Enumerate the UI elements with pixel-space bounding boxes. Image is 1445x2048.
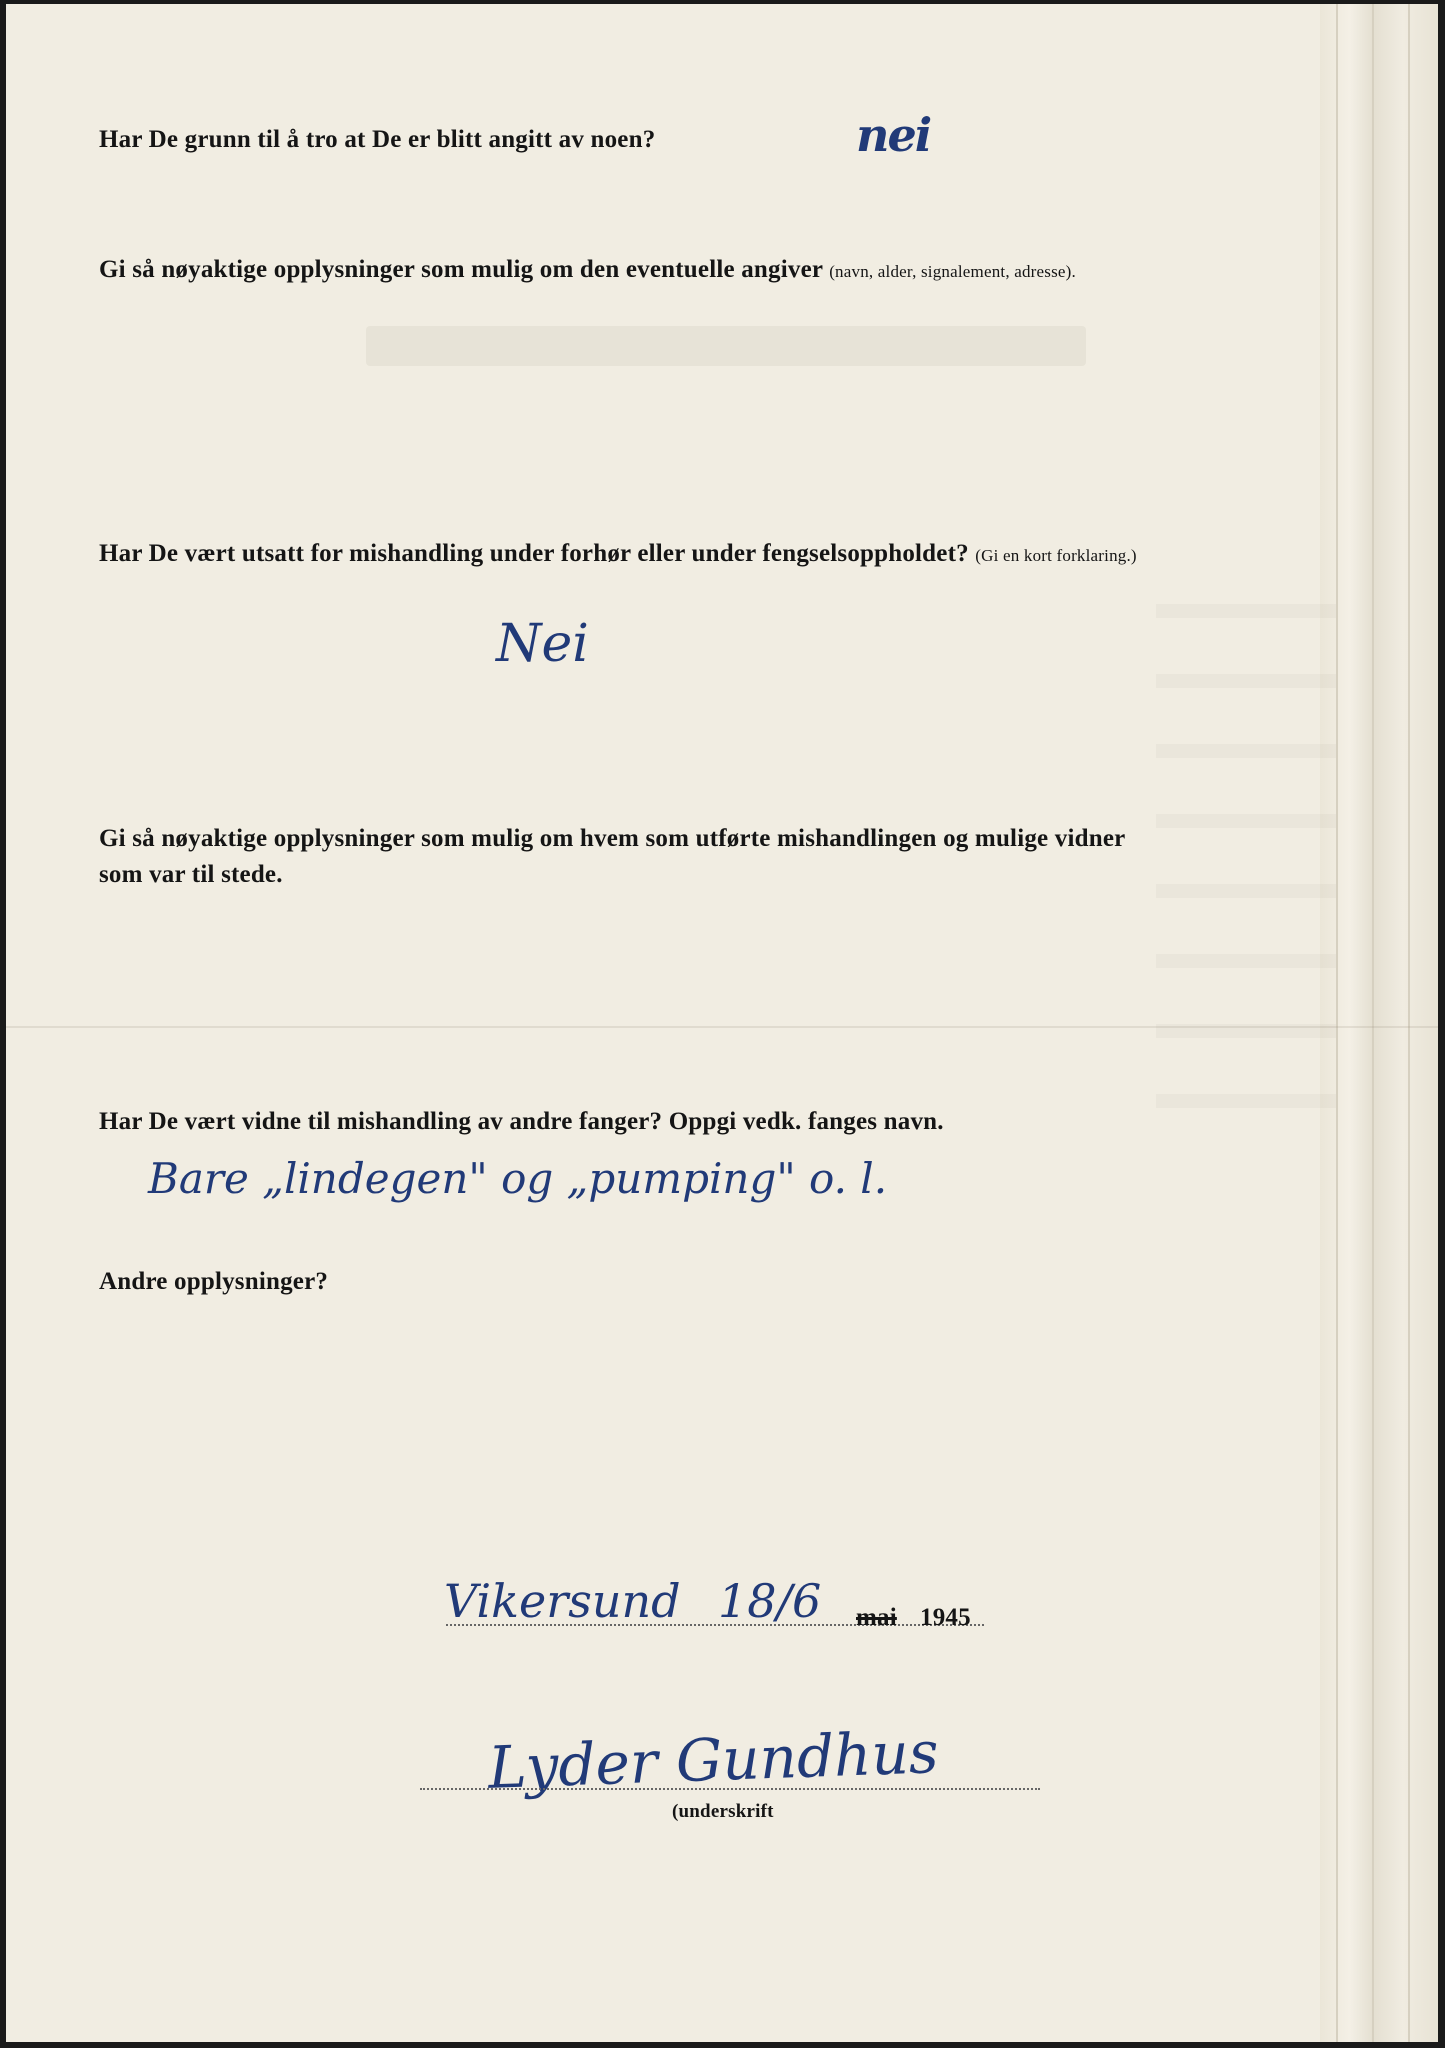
answer-witness: Bare „lindegen" og „pumping" o. l. bbox=[148, 1154, 888, 1203]
question-denounced bbox=[99, 122, 655, 158]
paper-edge-line bbox=[1408, 4, 1410, 2042]
question-other-info bbox=[99, 1264, 328, 1300]
answer-mistreatment: Nei bbox=[496, 614, 589, 674]
paper-edge bbox=[1320, 4, 1438, 2042]
answer-denounced: nei bbox=[856, 108, 931, 162]
year bbox=[920, 1600, 971, 1636]
year-text: 1945 bbox=[920, 1604, 971, 1631]
question-perpetrators bbox=[99, 821, 1125, 893]
signature-caption bbox=[672, 1794, 774, 1830]
question-witness-text: Har De vært vidne til mishandling av andre fanger? Oppgi vedk. fanges navn. bbox=[99, 1108, 944, 1135]
question-perpetrators-line2: som var til stede. bbox=[99, 861, 283, 888]
question-witness bbox=[99, 1104, 944, 1140]
signature-line bbox=[420, 1788, 1040, 1790]
document-page bbox=[6, 4, 1438, 2042]
signature-caption-text: (underskrift bbox=[672, 1801, 774, 1822]
question-denounced-text: Har De grunn til å tro at De er blitt angitt av noen? bbox=[99, 126, 656, 153]
question-perpetrators-line1: Gi så nøyaktige opplysninger som mulig om hvem som utførte mishandlingen og mulige vidner bbox=[99, 825, 1126, 852]
month-struck bbox=[856, 1600, 897, 1636]
question-denouncer-details-text: Gi så nøyaktige opplysninger som mulig om den eventuelle angiver bbox=[99, 256, 823, 283]
question-mistreatment-note: (Gi en kort forklaring.) bbox=[975, 546, 1137, 565]
question-mistreatment-text: Har De vært utsatt for mishandling under forhør eller under fengselsoppholdet? bbox=[99, 540, 969, 567]
signature: Lyder Gundhus bbox=[486, 1718, 940, 1802]
question-mistreatment bbox=[99, 536, 1137, 574]
question-other-info-text: Andre opplysninger? bbox=[99, 1268, 329, 1295]
place-handwritten: Vikersund bbox=[444, 1574, 681, 1628]
show-through-block bbox=[1156, 604, 1336, 1124]
date-handwritten: 18/6 bbox=[718, 1574, 822, 1628]
question-denouncer-details-note: (navn, alder, signalement, adresse). bbox=[829, 262, 1076, 281]
paper-edge-line bbox=[1336, 4, 1338, 2042]
paper-edge-line bbox=[1372, 4, 1374, 2042]
show-through-title bbox=[366, 326, 1086, 366]
month-struck-text: mai bbox=[856, 1604, 897, 1631]
question-denouncer-details bbox=[99, 252, 1076, 290]
